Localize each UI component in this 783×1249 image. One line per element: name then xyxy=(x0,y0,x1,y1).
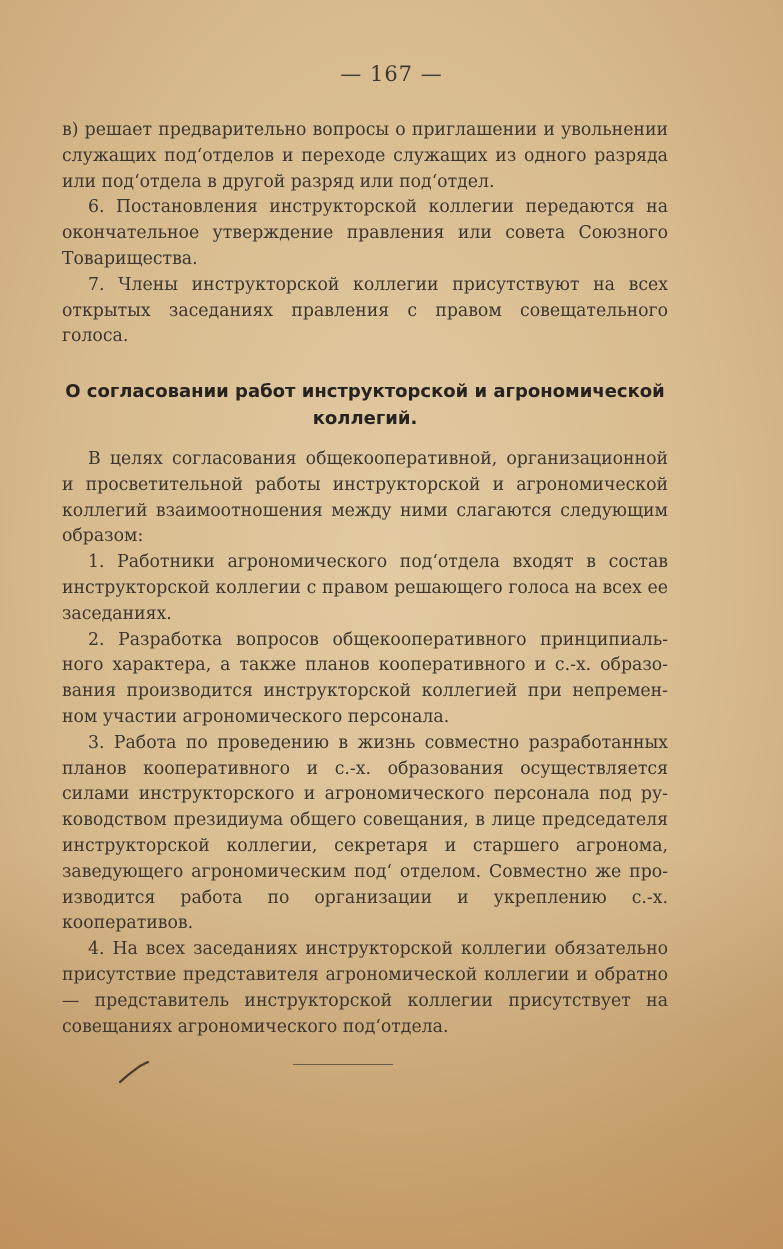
paragraph-2: 2. Разработка вопросов общекооперативного принципиального характера, а также планов кооперативного и с.-х. образования производится инструкторской коллегией при непременном участии агрономического персонала. xyxy=(62,629,668,727)
paragraph-item-v: в) решает предварительно вопросы о приглашении и увольнении служащих под‘отделов и переходе служащих из одного разряда или под‘отдела в другой разряд или под‘отдел. xyxy=(62,120,668,192)
paragraph-7: 7. Члены инструкторской коллегии присутствуют на всех открытых заседаниях правления с правом совещательного голоса. xyxy=(62,274,668,347)
paragraph-4: 4. На всех заседаниях инструкторской коллегии обязательно присутствие представителя агрономической коллегии и обратно— представитель инструкторской коллегии присутствует на совещаниях агрономического под‘отдела. xyxy=(62,939,668,1037)
section-2-text xyxy=(62,447,668,1040)
page-number: — 167 — xyxy=(340,62,443,86)
paragraph-intro: В целях согласования общекооперативной, организационной и просветительной работы инструкторской и агрономической коллегий взаимоотношения между ними слагаются следующим образом: xyxy=(62,449,668,547)
section-heading: О согласовании работ инструкторской и агрономической коллегий. xyxy=(65,381,665,429)
section-1-text xyxy=(62,118,668,350)
paragraph-3: 3. Работа по проведению в жизнь совместно разработанных планов кооперативного и с.-х. образования осуществляется силами инструкторского и агрономического персонала под руководством президиума общего совещания, в лице председателя инструкторской коллегии, секретаря и старшего агронома, заведующего агрономическим под‘ отделом. Совместно же производится работа по организации и укреплению с.-х. кооперативов. xyxy=(62,732,668,934)
pencil-mark-icon xyxy=(118,1060,150,1084)
paragraph-1: 1. Работники агрономического под‘отдела входят в состав инструкторской коллегии с правом решающего голоса на всех ее заседаниях. xyxy=(62,552,668,624)
paragraph-6: 6. Постановления инструкторской коллегии передаются на окончательное утверждение правления или совета Союзного Товарищества. xyxy=(62,197,668,269)
end-divider xyxy=(293,1064,393,1065)
